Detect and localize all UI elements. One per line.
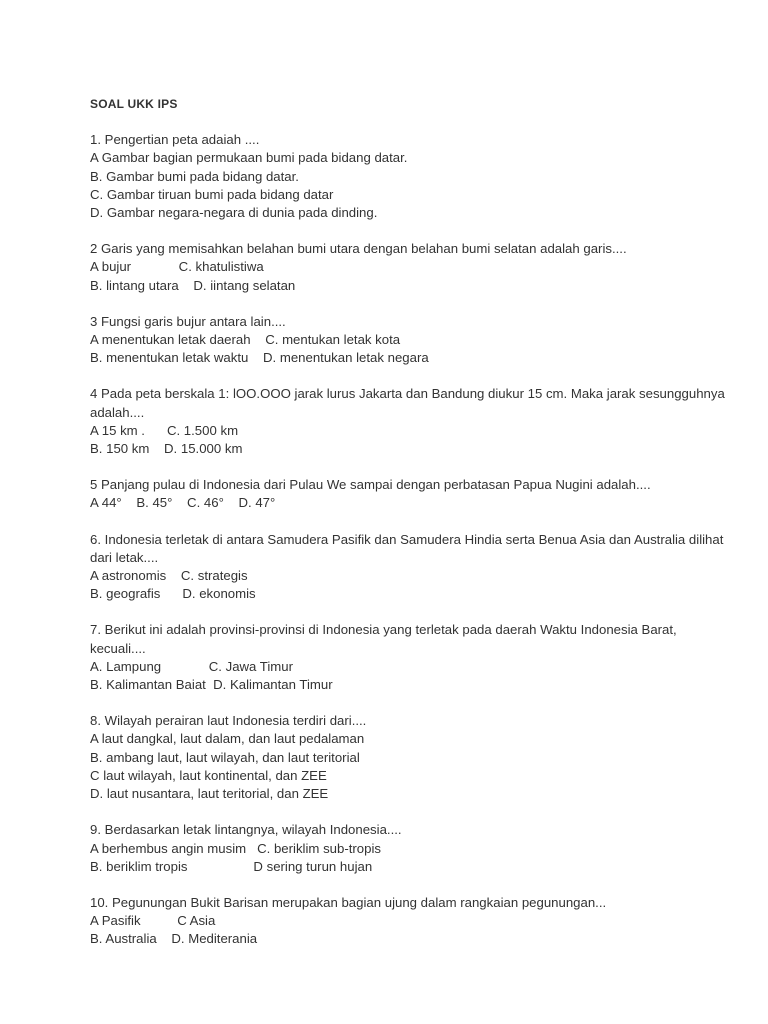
question-text: 3 Fungsi garis bujur antara lain.... [90, 313, 286, 329]
question-10 [90, 894, 730, 949]
option-line: B. menentukan letak waktu D. menentukan letak negara [90, 350, 429, 366]
option-line: D. laut nusantara, laut teritorial, dan ZEE [90, 786, 329, 802]
question-1 [90, 131, 730, 222]
question-text: 6. Indonesia terletak di antara Samudera Pasifik dan Samudera Hindia serta Benua Asia dan Australia dilihat dari letak.... [90, 531, 724, 565]
question-text: 9. Berdasarkan letak lintangnya, wilayah Indonesia.... [90, 822, 402, 838]
option-line: B. 150 km D. 15.000 km [90, 441, 243, 457]
question-8 [90, 712, 730, 803]
option-line: A laut dangkal, laut dalam, dan laut pedalaman [90, 731, 365, 747]
option-line: B. Gambar bumi pada bidang datar. [90, 168, 299, 184]
document-title: SOAL UKK IPS [90, 97, 178, 111]
option-line: B. Kalimantan Baiat D. Kalimantan Timur [90, 677, 333, 693]
question-7 [90, 621, 730, 694]
question-text: 8. Wilayah perairan laut Indonesia terdiri dari.... [90, 713, 367, 729]
question-9 [90, 821, 730, 876]
option-line: B. geografis D. ekonomis [90, 586, 256, 602]
option-line: A. Lampung C. Jawa Timur [90, 658, 294, 674]
option-line: A menentukan letak daerah C. mentukan letak kota [90, 332, 401, 348]
document-content [90, 95, 730, 967]
question-text: 4 Pada peta berskala 1: lOO.OOO jarak lurus Jakarta dan Bandung diukur 15 cm. Maka jarak sesungguhnya adalah.... [90, 386, 725, 420]
question-3 [90, 313, 730, 368]
question-text: 10. Pegunungan Bukit Barisan merupakan bagian ujung dalam rangkaian pegunungan... [90, 894, 607, 910]
question-6 [90, 531, 730, 604]
question-text: 2 Garis yang memisahkan belahan bumi utara dengan belahan bumi selatan adalah garis.... [90, 241, 627, 257]
option-line: A berhembus angin musim C. beriklim sub-tropis [90, 840, 381, 856]
question-5 [90, 476, 730, 512]
option-line: C laut wilayah, laut kontinental, dan ZEE [90, 767, 327, 783]
option-line: A Pasifik C Asia [90, 913, 216, 929]
option-line: A 44° B. 45° C. 46° D. 47° [90, 495, 276, 511]
question-text: 7. Berikut ini adalah provinsi-provinsi di Indonesia yang terletak pada daerah Waktu Indonesia Barat, kecuali.... [90, 622, 677, 656]
option-line: A Gambar bagian permukaan bumi pada bidang datar. [90, 150, 408, 166]
option-line: D. Gambar negara-negara di dunia pada dinding. [90, 205, 378, 221]
question-4 [90, 385, 730, 458]
question-text: 1. Pengertian peta adaiah .... [90, 132, 260, 148]
option-line: B. lintang utara D. iintang selatan [90, 277, 296, 293]
option-line: A 15 km . C. 1.500 km [90, 422, 239, 438]
option-line: A astronomis C. strategis [90, 568, 248, 584]
option-line: B. beriklim tropis D sering turun hujan [90, 858, 373, 874]
option-line: B. ambang laut, laut wilayah, dan laut teritorial [90, 749, 360, 765]
option-line: A bujur C. khatulistiwa [90, 259, 264, 275]
question-text: 5 Panjang pulau di Indonesia dari Pulau We sampai dengan perbatasan Papua Nugini adalah.... [90, 477, 651, 493]
question-2 [90, 240, 730, 295]
option-line: B. Australia D. Mediterania [90, 931, 258, 947]
option-line: C. Gambar tiruan bumi pada bidang datar [90, 186, 334, 202]
